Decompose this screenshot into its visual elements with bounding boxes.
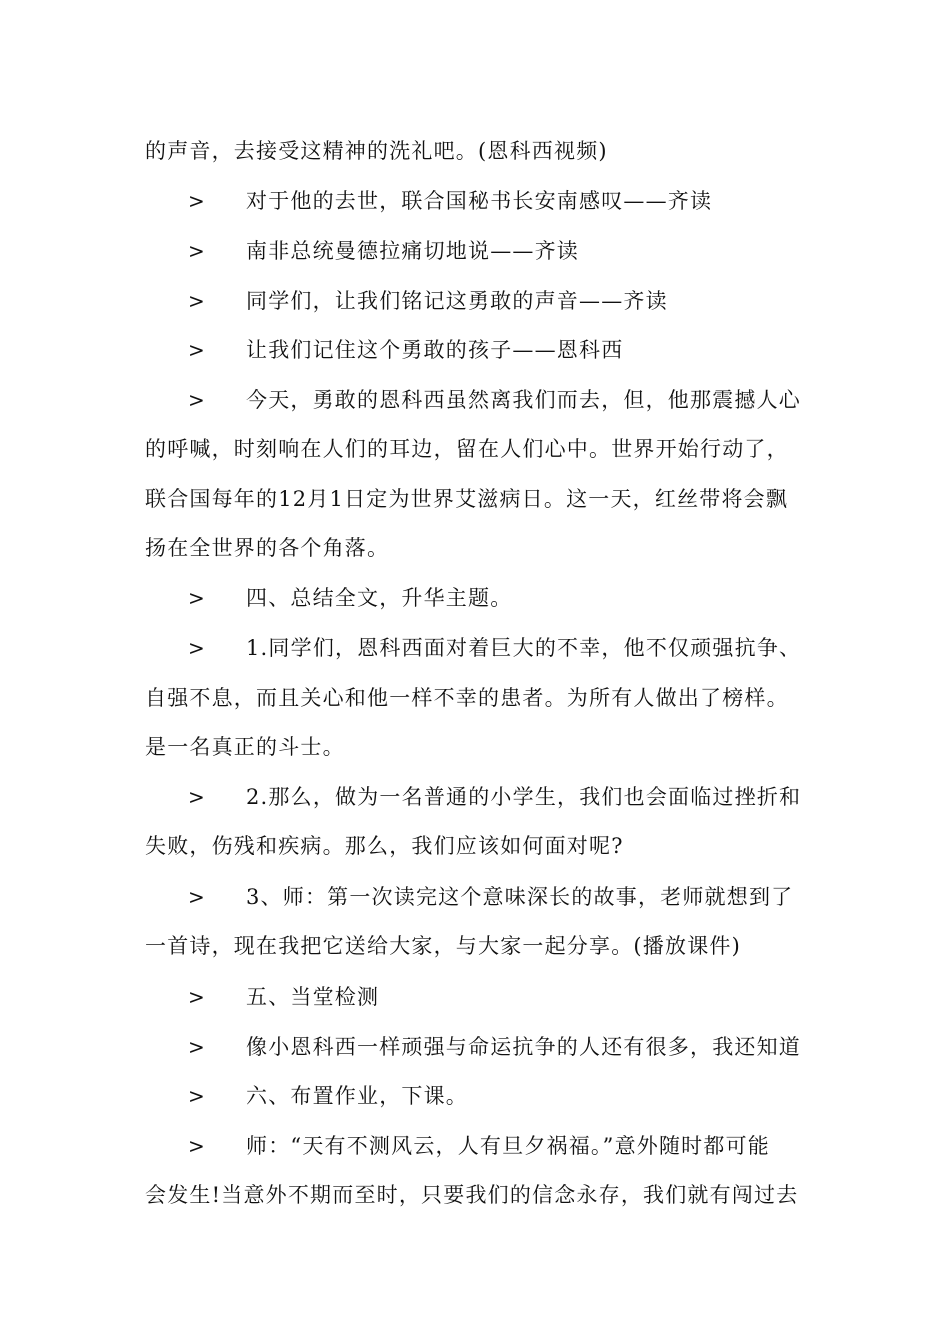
- bullet-arrow-icon: >: [188, 1035, 206, 1059]
- text-line: 对于他的去世，联合国秘书长安南感叹——齐读: [246, 189, 713, 213]
- section-heading: 六、布置作业，下课。: [246, 1084, 468, 1108]
- bullet-arrow-icon: >: [188, 189, 206, 213]
- text-line: 失败，伤残和疾病。那么，我们应该如何面对呢?: [145, 834, 624, 858]
- bullet-arrow-icon: >: [188, 885, 206, 909]
- bullet-arrow-icon: >: [188, 985, 206, 1009]
- bullet-arrow-icon: >: [188, 586, 206, 610]
- text-line: 的呼喊，时刻响在人们的耳边，留在人们心中。世界开始行动了，: [145, 437, 789, 461]
- text-line: 是一名真正的斗士。: [145, 735, 345, 759]
- text-line: 同学们，让我们铭记这勇敢的声音——齐读: [246, 289, 668, 313]
- bullet-arrow-icon: >: [188, 1084, 206, 1108]
- text-line: 像小恩科西一样顽强与命运抗争的人还有很多，我还知道: [246, 1035, 801, 1059]
- bullet-arrow-icon: >: [188, 239, 206, 263]
- text-line: 师：“天有不测风云，人有旦夕祸福。”意外随时都可能: [246, 1134, 770, 1158]
- section-heading: 五、当堂检测: [246, 985, 380, 1009]
- section-heading: 四、总结全文，升华主题。: [246, 586, 513, 610]
- text-line: 让我们记住这个勇敢的孩子——恩科西: [246, 338, 624, 362]
- bullet-arrow-icon: >: [188, 1134, 206, 1158]
- bullet-arrow-icon: >: [188, 388, 206, 412]
- bullet-arrow-icon: >: [188, 785, 206, 809]
- text-line: 扬在全世界的各个角落。: [145, 536, 390, 560]
- bullet-arrow-icon: >: [188, 636, 206, 660]
- bullet-arrow-icon: >: [188, 289, 206, 313]
- bullet-arrow-icon: >: [188, 338, 206, 362]
- text-line: 3、师：第一次读完这个意味深长的故事，老师就想到了: [246, 885, 794, 909]
- text-line: 自强不息，而且关心和他一样不幸的患者。为所有人做出了榜样。: [145, 686, 789, 710]
- text-line: 会发生!当意外不期而至时，只要我们的信念永存，我们就有闯过去: [145, 1183, 799, 1207]
- text-line: 联合国每年的12月1日定为世界艾滋病日。这一天，红丝带将会飘: [145, 487, 789, 511]
- text-line: 一首诗，现在我把它送给大家，与大家一起分享。(播放课件): [145, 934, 741, 958]
- text-line: 南非总统曼德拉痛切地说——齐读: [246, 239, 579, 263]
- text-line: 1.同学们，恩科西面对着巨大的不幸，他不仅顽强抗争、: [246, 636, 802, 660]
- text-line: 今天，勇敢的恩科西虽然离我们而去，但，他那震撼人心: [246, 388, 801, 412]
- text-line: 2.那么，做为一名普通的小学生，我们也会面临过挫折和: [246, 785, 802, 809]
- text-line: 的声音，去接受这精神的洗礼吧。(恩科西视频): [145, 139, 608, 163]
